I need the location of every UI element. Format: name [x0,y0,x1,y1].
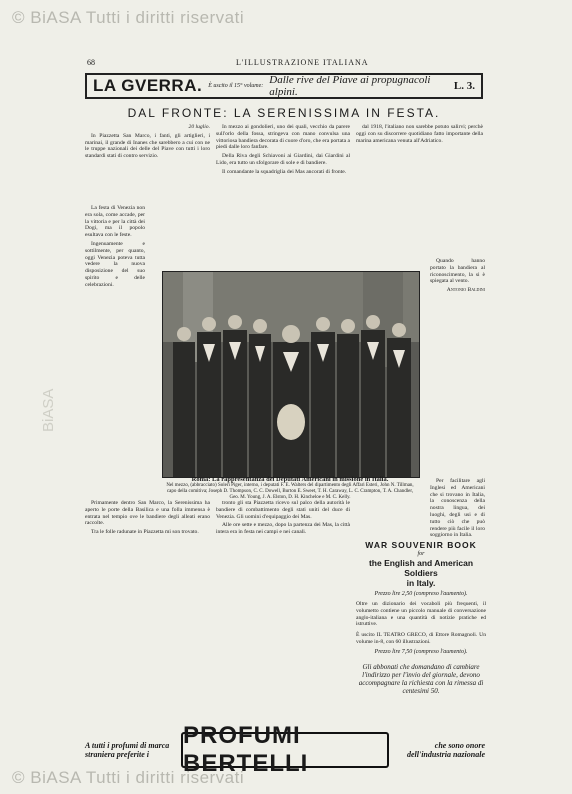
watermark-vertical: BiASA [40,388,57,432]
column-2-top [216,124,350,178]
photo-caption [162,477,418,501]
running-title: L'ILLUSTRAZIONE ITALIANA [236,58,369,67]
bertelli-left-text: A tutti i profumi di marca straniera preferite i [85,741,170,759]
paragraph: In Piazzetta San Marco, i fanti, gli artiglieri, i marinai, il grande di Inanes che sarebbero a cui con ne le truppe nazionali dei delle del Piave con tutti i loro standardi stati di contro servizio. [85,132,210,160]
caption-body: Nel mezzo, (abbracciato) Soleri Piger, interno, i deputati F. E. Walters del dipartimento degli Affari Esteri, John N. Tillman, capo della comitiva; Joseph D. Thompson, C. C. Dowell, Burton E. Sweet, T. H. Caraway, L. C. Crampton, T. A. Chandler, Geo. M. Young, J. A. Elston, D. H. Kincheloe e M. C. Kelly. [166,483,414,500]
paragraph: Della Riva degli Schiavoni ai Giardini, dai Giardini al Lido, era tutto un sfolgorare di sole e di bandiere. [216,153,350,166]
advert-for: for [417,551,425,557]
watermark-top: © BiASA Tutti i diritti riservati [12,8,245,27]
banner-note: È uscito il 15° volume: [208,83,264,89]
war-souvenir-advert [356,540,486,695]
paragraph: La festa di Venezia non era sola, come accade, per la vittoria e per la città dei Dogi, ma il popolo esultava con le feste. [85,205,145,239]
group-photo [162,271,420,478]
bertelli-right-text: che sono onore dell'industria nazionale [406,741,485,759]
advert-title: WAR SOUVENIR BOOK [365,540,477,550]
caption-title: Roma: La rappresentanza dei Deputati Americani in missione in Italia. [191,476,389,483]
signature: Antonio Baldini [446,287,485,294]
column-3-narrow [430,258,485,296]
bertelli-advert [85,722,485,777]
paragraph: In mezzo ai gondolieri, uno dei quali, vecchio da parere sull'orlo della fossa, stringeva con mano convulsa una vittoriosa bandiera decorata di cuore d'oro, che era portata a piedi dalle loro fanfare. [216,124,350,151]
article-title: DAL FRONTE: LA SERENISSIMA IN FESTA. [127,106,441,120]
paragraph: Quando hanno portato la bandiera al riconoscimento, la si è spiegata al vento. [430,258,485,285]
column-3-top [356,124,483,146]
dateline: 20 luglio. [188,124,210,130]
war-banner [85,73,483,99]
column-1-low [85,500,210,538]
page-number: 68 [87,58,95,67]
banner-subtitle: Dalle rive del Piave ai propugnacoli alpini. [269,74,431,98]
paragraph: Primamente dentro San Marco, la Serenissima ha aperto le porte della Basilica e una folla immensa è entrata nel tempio ove le bandiere degli alleati erano raccolte. [85,500,210,527]
paragraph: Alle ore sette e mezzo, dopo la partenza dei Mas, la città intera era in festa nei campi e nei canali. [216,522,350,536]
advert-price: Prezzo lire 2,50 (compreso l'aumento). [374,591,468,597]
column-1-narrow [85,205,145,291]
advert-publisher: È uscito IL TEATRO GRECO, di Ettore Romagnoli. Un volume in-8, con 60 illustrazioni. [356,632,486,645]
advert-price-2: Prezzo lire 7,50 (compreso l'aumento). [374,648,468,655]
banner-main: LA GVERRA. [93,76,203,95]
advert-line: in Italy. [406,578,436,588]
column-2-low [216,500,350,538]
banner-price: L. 3. [453,80,475,92]
subscriber-notice: Gli abbonati che domandano di cambiare l'indirizzo per l'invio del giornale, devono accompagnare la richiesta con la rimessa di centesimi 50. [358,662,484,695]
paragraph: dal 1918, l'italiano non sarebbe potuto salirvi; perchè oggi con su discorrere quotidiano fatto importante della marina americana venuta all'Adriatico. [356,124,483,144]
bertelli-brand: PROFUMI BERTELLI [181,732,389,768]
paragraph: Tra le folle radunate in Piazzetta mi son trovato. [91,529,199,536]
paragraph: Ingenuamente e sottilmente, per quanto, oggi Venezia poteva tutta vedere la nuova disposizione del suo spirito e delle celebrazioni. [85,240,145,288]
advert-line: the English and American Soldiers [368,558,474,578]
watermark-bottom: © BiASA Tutti i diritti riservati [12,768,245,787]
column-3-low [430,478,485,541]
paragraph: tronto gli sta Piazzetta ricevo sul palco della autorità le bandiere di combattimento degli stati uniti del duce di Venezia. Gli uomini d'equipaggio dei Mas. [216,500,350,520]
advert-body: Oltre un dizionario dei vocaboli più frequenti, il volumetto contiene un piccolo manuale di conversazione anglo-italiana e una quantità di notizie pratiche ed istruttive. [356,601,486,628]
paragraph: Il comandante la squadriglia dei Mas ancorati di fronte. [222,168,347,175]
paragraph: Per facilitare agli Inglesi ed Americani che si trovano in Italia, la conoscenza della nostra lingua, dei luoghi, degli usi e di tutto ciò che può rendere più facile il loro soggiorno in Italia. [430,478,485,539]
photo-illustration [163,272,419,477]
column-1-top [85,124,210,162]
